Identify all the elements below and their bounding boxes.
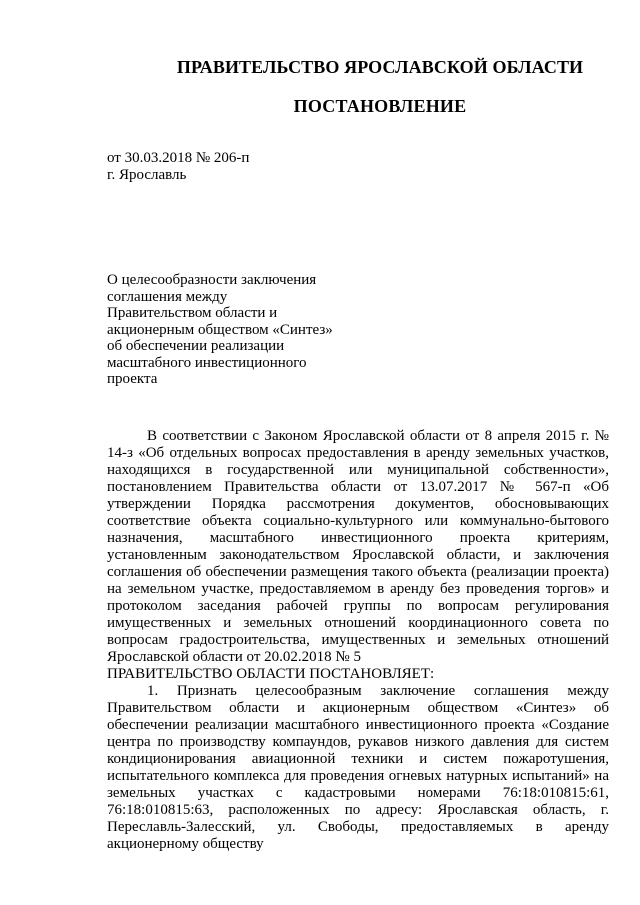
item-1-paragraph: 1. Признать целесообразным заключение соглашения между Правительством области и акционерным обществом «Синтез» об обеспечении реализации масштабного инвестиционного проекта «Создание центра по производству компаундов, рукавов низкого давления для систем кондиционирования авиационной техники и систем пожаротушения, испытательного комплекса для проведения огневых натурных испытаний» на земельных участках с кадастровыми номерами 76:18:010815:61, 76:18:010815:63, расположенных по адресу: Ярославская область, г. Переславль-Залесский, ул. Свободы, предоставляемых в аренду акционерному обществу <box>107 683 609 852</box>
organization-title: ПРАВИТЕЛЬСТВО ЯРОСЛАВСКОЙ ОБЛАСТИ <box>176 57 584 77</box>
document-body <box>107 428 609 853</box>
subject-line: масштабного инвестиционного <box>107 354 307 371</box>
document-meta <box>107 150 249 184</box>
subject-line: проекта <box>107 371 158 387</box>
decree-statement: ПРАВИТЕЛЬСТВО ОБЛАСТИ ПОСТАНОВЛЯЕТ: <box>107 666 435 682</box>
city: г. Ярославль <box>107 167 187 183</box>
subject-line: Правительством области и <box>107 305 278 321</box>
document-type-title: ПОСТАНОВЛЕНИЕ <box>293 96 467 116</box>
date-number: от 30.03.2018 № 206-п <box>107 150 250 166</box>
subject-line: об обеспечении реализации <box>107 338 285 354</box>
document-subject <box>107 272 357 388</box>
preamble-paragraph: В соответствии с Законом Ярославской области от 8 апреля 2015 г. № 14-з «Об отдельных вопросах предоставления в аренду земельных участков, находящихся в государственной или муниципальной собственности», постановлением Правительства области от 13.07.2017 № 567-п «Об утверждении Порядка рассмотрения документов, обосновывающих соответствие объекта социально-культурного или коммунально-бытового назначения, масштабного инвестиционного проекта критериям, установленным законодательством Ярославской области, и заключения соглашения об обеспечении размещения такого объекта (реализации проекта) на земельном участке, предоставляемом в аренду без проведения торгов» и протоколом заседания рабочей группы по вопросам регулирования имущественных и земельных отношений координационного совета по вопросам градостроительства, имущественных и земельных отношений Ярославской области от 20.02.2018 № 5 <box>107 428 609 665</box>
subject-line: О целесообразности заключения <box>107 272 317 288</box>
subject-line: соглашения между <box>107 288 228 305</box>
subject-line: акционерным обществом «Синтез» <box>107 321 333 338</box>
